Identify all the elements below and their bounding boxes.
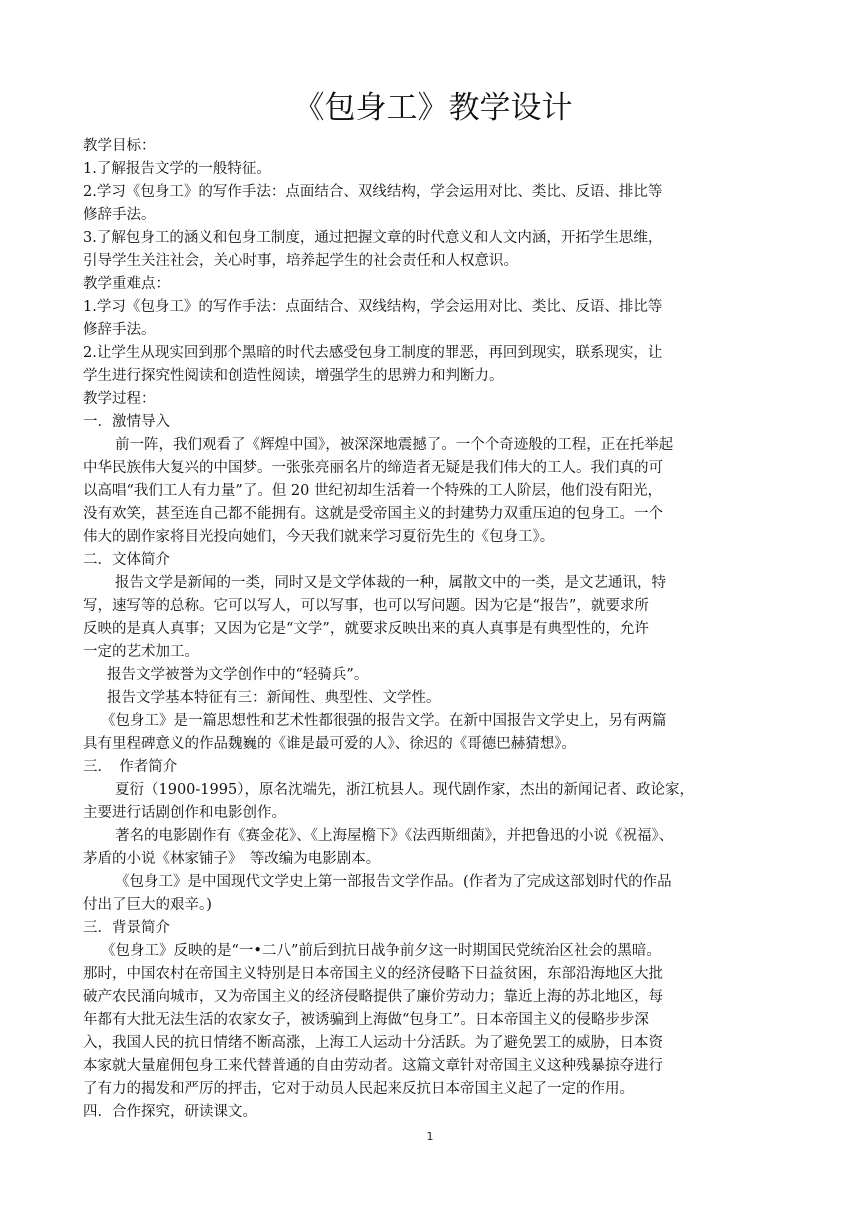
text-line: 伟大的剧作家将目光投向她们，今天我们就来学习夏衍先生的《包身工》。 (83, 529, 555, 545)
text-line: 主要进行话剧创作和电影创作。 (83, 805, 286, 821)
text-line: 二．文体简介 (83, 552, 170, 568)
text-line: 夏衍（1900-1995），原名沈端先，浙江杭县人。现代剧作家，杰出的新闻记者、政论家， (115, 782, 694, 798)
document-title: 《包身工》教学设计 (293, 90, 573, 126)
text-line: 那时，中国农村在帝国主义特别是日本帝国主义的经济侵略下日益贫困，东部沿海地区大批 (83, 966, 663, 982)
text-line: 了有力的揭发和严厉的抨击，它对于动员人民起来反抗日本帝国主义起了一定的作用。 (83, 1081, 634, 1097)
text-line: 2.让学生从现实回到那个黑暗的时代去感受包身工制度的罪恶，再回到现实，联系现实，让 (83, 345, 663, 361)
text-line: 年都有大批无法生活的农家女子，被诱骗到上海做“包身工”。日本帝国主义的侵略步步深 (83, 1012, 649, 1028)
text-line: 修辞手法。 (83, 207, 156, 223)
text-line: 2.学习《包身工》的写作手法：点面结合、双线结构，学会运用对比、类比、反语、排比等 (83, 184, 663, 200)
text-line: 引导学生关注社会，关心时事，培养起学生的社会责任和人权意识。 (83, 253, 518, 269)
text-line: 报告文学被誉为文学创作中的“轻骑兵”。 (107, 667, 369, 683)
text-line: 报告文学是新闻的一类，同时又是文学体裁的一种，属散文中的一类，是文艺通讯，特 (115, 575, 666, 591)
text-line: 教学目标： (83, 138, 156, 154)
text-line: 3.了解包身工的涵义和包身工制度，通过把握文章的时代意义和人文内涵，开拓学生思维， (83, 230, 663, 246)
text-line: 茅盾的小说《林家铺子》 等改编为电影剧本。 (83, 851, 381, 867)
text-line: 四．合作探究，研读课文。 (83, 1104, 257, 1120)
text-line: 教学过程： (83, 391, 156, 407)
text-line: 《包身工》是中国现代文学史上第一部报告文学作品。(作者为了完成这部划时代的作品 (115, 874, 672, 890)
document-page (83, 86, 783, 1124)
text-line: 三．背景简介 (83, 920, 170, 936)
text-line: 以高唱“我们工人有力量”了。但 20 世纪初却生活着一个特殊的工人阶层，他们没有阳光， (83, 483, 662, 499)
text-line: 本家就大量雇佣包身工来代替普通的自由劳动者。这篇文章针对帝国主义这种残暴掠夺进行 (83, 1058, 663, 1074)
text-line: 中华民族伟大复兴的中国梦。一张张亮丽名片的缔造者无疑是我们伟大的工人。我们真的可 (83, 460, 663, 476)
text-line: 《包身工》反映的是“一•二八”前后到抗日战争前夕这一时期国民党统治区社会的黑暗。 (101, 943, 661, 959)
document-body (83, 135, 783, 1124)
text-line: 修辞手法。 (83, 322, 156, 338)
text-line: 一定的艺术加工。 (83, 644, 199, 660)
text-line: 教学重难点： (83, 276, 170, 292)
text-line: 具有里程碑意义的作品魏巍的《谁是最可爱的人》、徐迟的《哥德巴赫猜想》。 (83, 736, 576, 752)
text-line: 写，速写等的总称。它可以写人，可以写事，也可以写问题。因为它是“报告”，就要求所 (83, 598, 649, 614)
text-line: 著名的电影剧作有《赛金花》、《上海屋檐下》《法西斯细菌》，并把鲁迅的小说《祝福》、 (115, 828, 674, 844)
text-line: 1.了解报告文学的一般特征。 (83, 161, 271, 177)
text-line: 《包身工》是一篇思想性和艺术性都很强的报告文学。在新中国报告文学史上，另有两篇 (101, 713, 667, 729)
text-line: 1.学习《包身工》的写作手法：点面结合、双线结构，学会运用对比、类比、反语、排比等 (83, 299, 663, 315)
text-line: 报告文学基本特征有三：新闻性、典型性、文学性。 (107, 690, 441, 706)
text-line: 破产农民涌向城市，又为帝国主义的经济侵略提供了廉价劳动力；靠近上海的苏北地区，每 (83, 989, 663, 1005)
text-line: 一．激情导入 (83, 414, 170, 430)
text-line: 没有欢笑，甚至连自己都不能拥有。这就是受帝国主义的封建势力双重压迫的包身工。一个 (83, 506, 663, 522)
text-line: 反映的是真人真事；又因为它是“文学”，就要求反映出来的真人真事是有典型性的，允许 (83, 621, 649, 637)
text-line: 三． 作者简介 (83, 759, 178, 775)
text-line: 学生进行探究性阅读和创造性阅读，增强学生的思辨力和判断力。 (83, 368, 504, 384)
text-line: 入，我国人民的抗日情绪不断高涨，上海工人运动十分活跃。为了避免罢工的威胁，日本资 (83, 1035, 663, 1051)
page-number: 1 (426, 1130, 434, 1143)
text-line: 付出了巨大的艰辛。) (83, 897, 212, 913)
text-line: 前一阵，我们观看了《辉煌中国》，被深深地震撼了。一个个奇迹般的工程，正在托举起 (115, 437, 674, 453)
